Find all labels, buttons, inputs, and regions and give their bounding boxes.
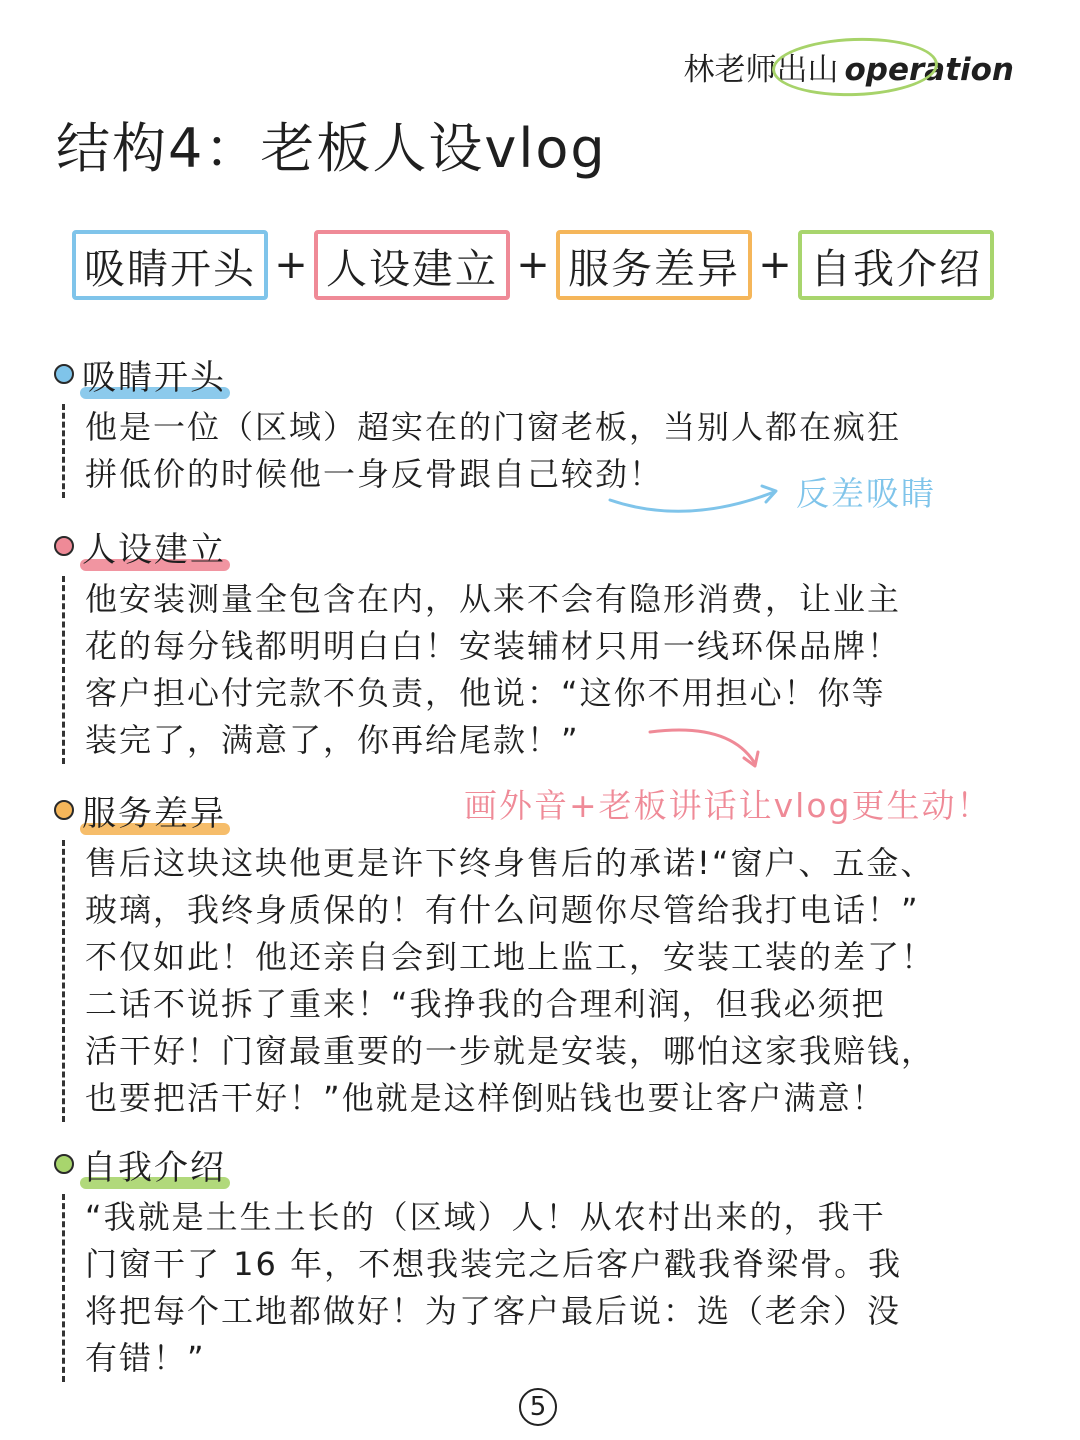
bullet-dot (54, 364, 74, 384)
section-intro (54, 1140, 1034, 1382)
body-line: 二话不说拆了重来！“我挣我的合理利润，但我必须把 (85, 985, 886, 1023)
annotation-voiceover: 画外音+老板讲话让vlog更生动！ (464, 786, 992, 825)
bullet-dot (54, 800, 74, 820)
body-line: 他安装测量全包含在内，从来不会有隐形消费，让业主 (85, 580, 902, 618)
section-title: 自我介绍 (82, 1140, 226, 1189)
structure-formula (72, 226, 1012, 304)
formula-item-label: 服务差异 (568, 244, 740, 293)
plus-sign: + (516, 242, 550, 288)
plus-sign: + (274, 242, 308, 288)
section-body (62, 840, 1034, 1122)
body-line: 客户担心付完款不负责，他说：“这你不用担心！你等 (85, 674, 886, 712)
formula-item-label: 吸睛开头 (84, 244, 256, 293)
section-header (54, 350, 1034, 398)
brand-name: 林老师出山 (683, 52, 839, 88)
annotation-contrast-hook: 反差吸睛 (796, 474, 936, 513)
plus-sign: + (758, 242, 792, 288)
section-title: 服务差异 (82, 786, 226, 835)
body-line: 门窗干了 16 年，不想我装完之后客户戳我脊梁骨。我 (85, 1245, 903, 1283)
body-line: 有错！” (85, 1339, 206, 1377)
body-line: 售后这块这块他更是许下终身售后的承诺!“窗户、五金、 (85, 844, 935, 882)
section-persona (54, 522, 1034, 764)
body-line: 花的每分钱都明明白白！安装辅材只用一线环保品牌！ (85, 627, 902, 665)
formula-item-intro (798, 230, 994, 300)
body-line: 拼低价的时候他一身反骨跟自己较劲！ (85, 455, 664, 493)
formula-item-hook (72, 230, 268, 300)
section-header (54, 522, 1034, 570)
body-line: 也要把活干好！”他就是这样倒贴钱也要让客户满意！ (85, 1079, 886, 1117)
bullet-dot (54, 1154, 74, 1174)
page-title: 结构4：老板人设vlog (56, 117, 607, 180)
formula-item-persona (314, 230, 510, 300)
section-title: 吸睛开头 (82, 350, 226, 399)
section-header (54, 1140, 1034, 1188)
section-body (62, 576, 1034, 764)
brand-emphasis: operation (844, 52, 1014, 88)
formula-item-label: 人设建立 (326, 244, 498, 293)
body-line: 装完了，满意了，你再给尾款！” (85, 721, 580, 759)
formula-item-label: 自我介绍 (810, 244, 982, 293)
section-service (54, 786, 1034, 1122)
body-line: “我就是土生土长的（区域）人！从农村出来的，我干 (85, 1198, 886, 1236)
section-body (62, 1194, 1034, 1382)
page-number: 5 (519, 1388, 557, 1426)
formula-item-service (556, 230, 752, 300)
body-line: 他是一位（区域）超实在的门窗老板，当别人都在疯狂 (85, 408, 902, 446)
body-line: 不仅如此！他还亲自会到工地上监工，安装工装的差了！ (85, 938, 936, 976)
body-line: 将把每个工地都做好！为了客户最后说：选（老余）没 (85, 1292, 902, 1330)
arrow-icon (606, 478, 786, 528)
bullet-dot (54, 536, 74, 556)
section-title: 人设建立 (82, 522, 226, 571)
body-line: 活干好！门窗最重要的一步就是安装，哪怕这家我赔钱， (85, 1032, 936, 1070)
body-line: 玻璃，我终身质保的！有什么问题你尽管给我打电话！” (85, 891, 920, 929)
arrow-icon (648, 720, 768, 772)
